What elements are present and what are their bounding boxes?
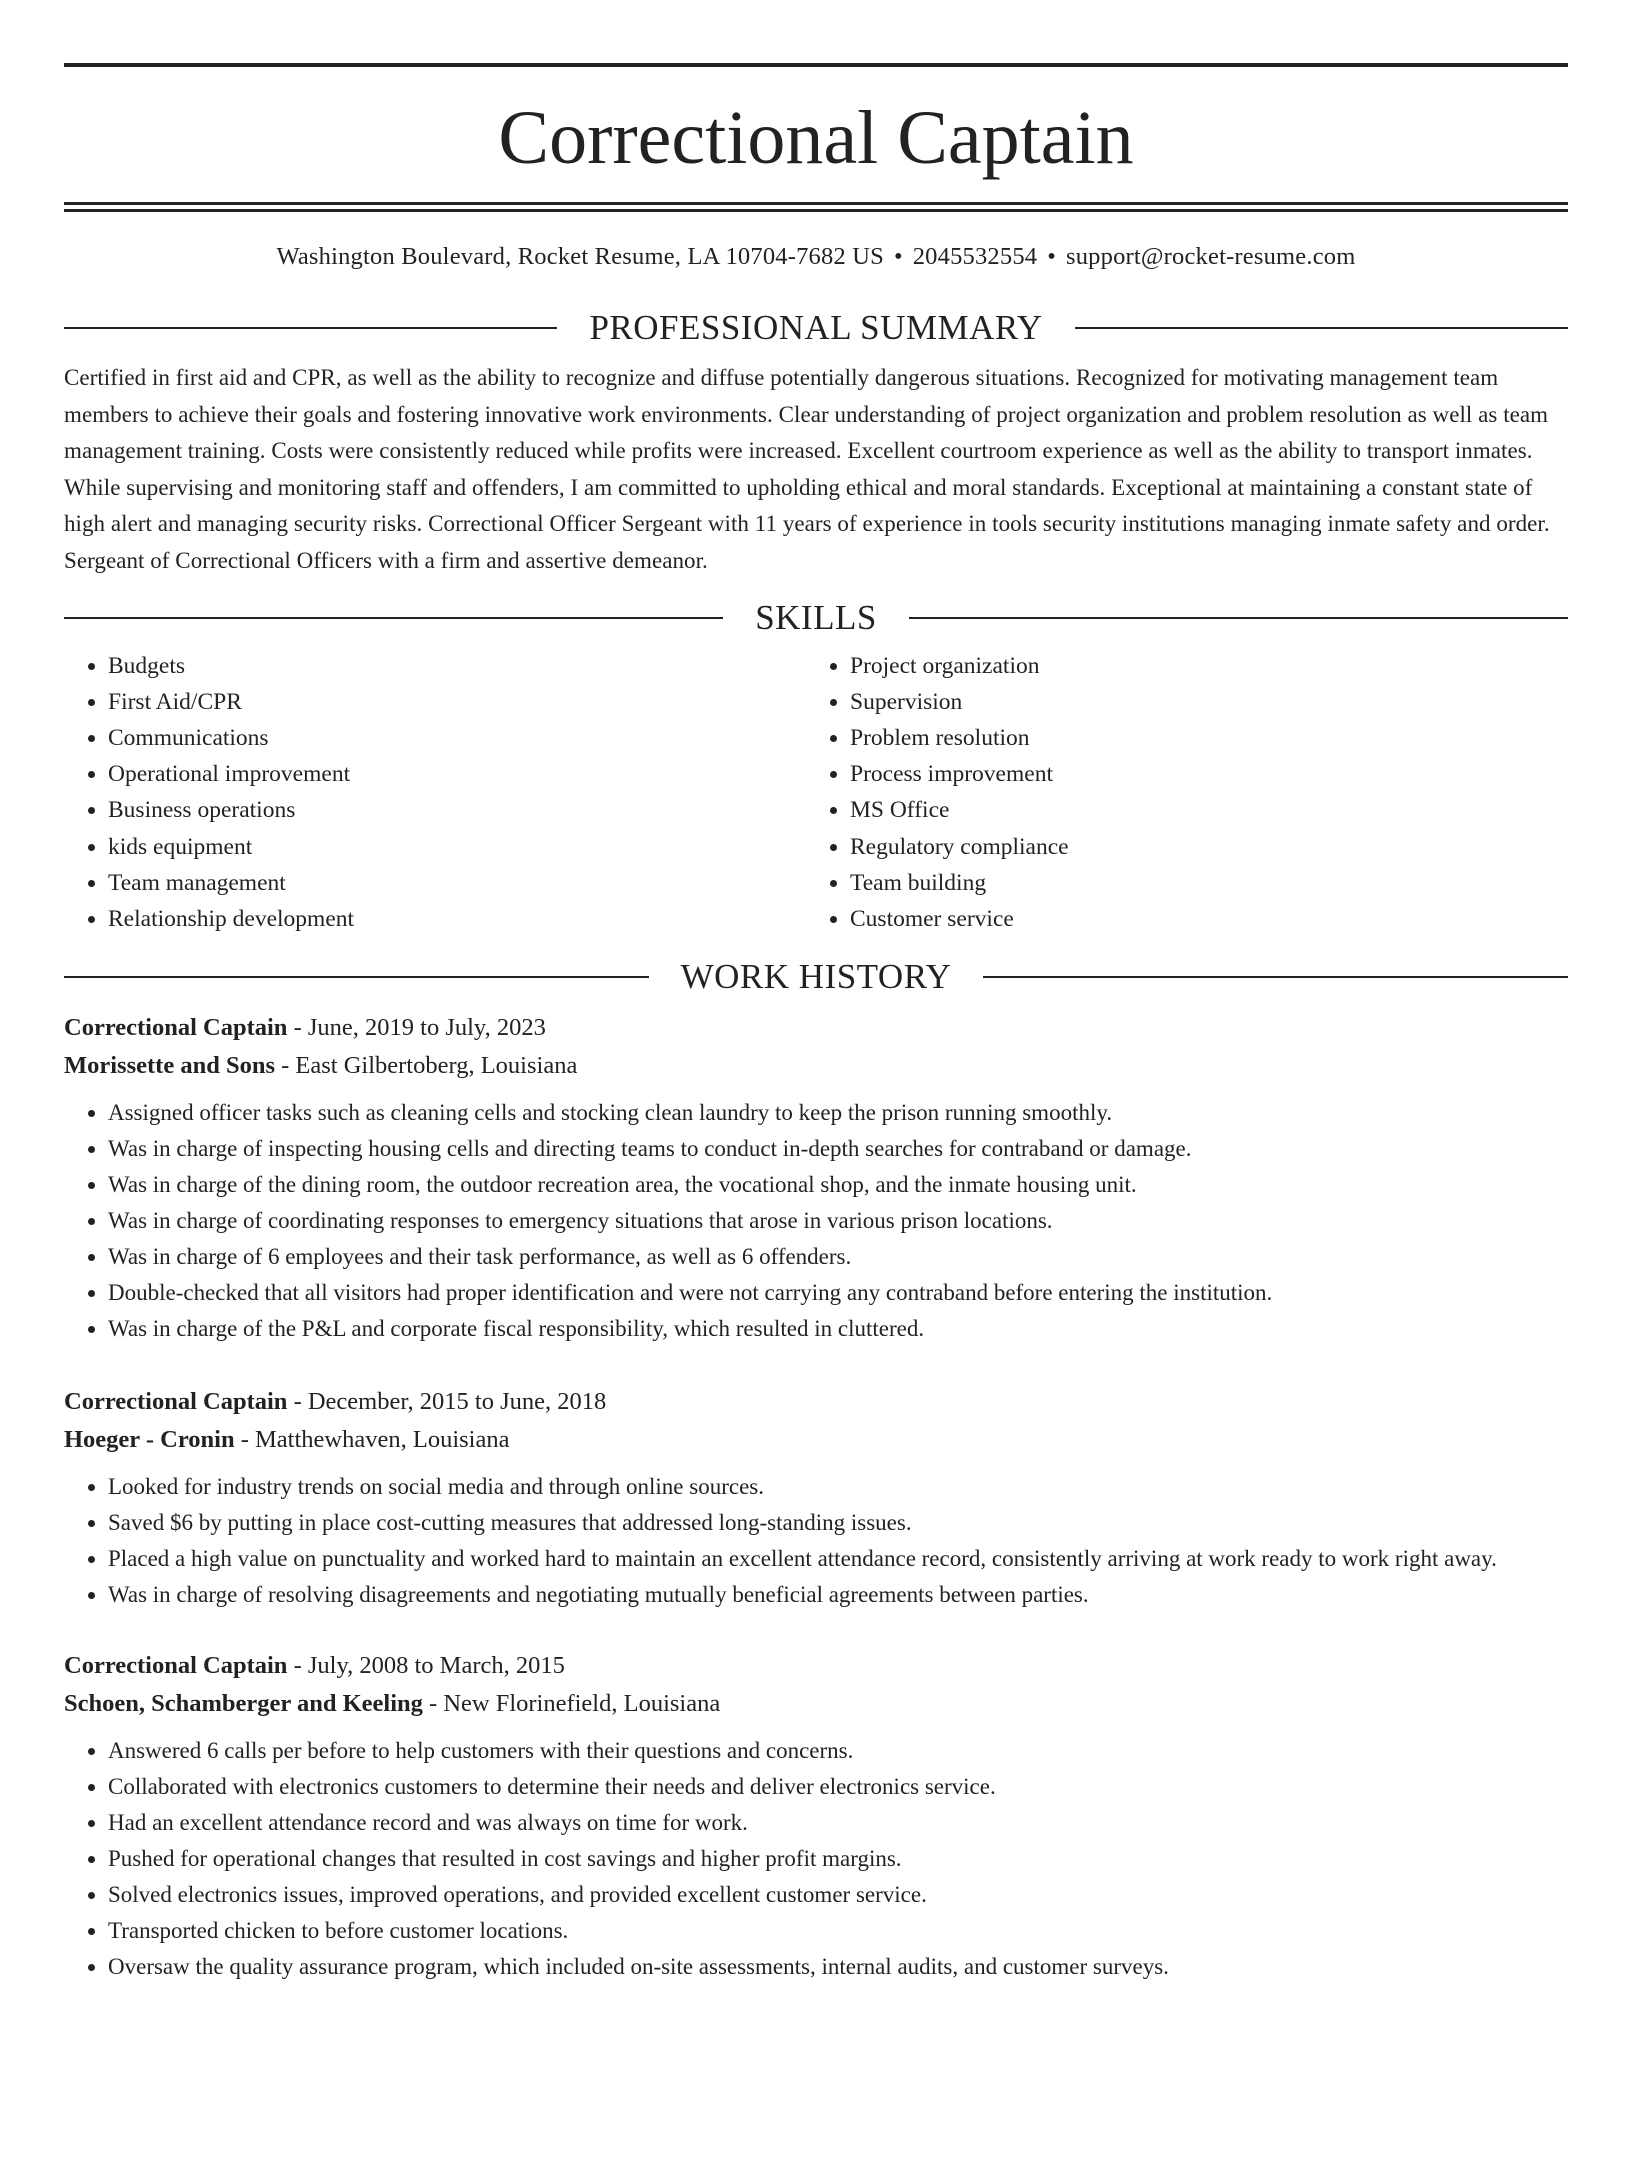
skills-heading xyxy=(64,598,1568,638)
job-entry xyxy=(64,1647,1568,1985)
job-company-line: Morissette and Sons - East Gilbertoberg, Louisiana xyxy=(64,1052,578,1080)
job-duty: • Was in charge of the P&L and corporate fiscal responsibility, which resulted in cluttered. xyxy=(108,1311,1568,1347)
job-dates: June, 2019 to July, 2023 xyxy=(307,1014,546,1042)
work-title: WORK HISTORY xyxy=(680,957,952,997)
job-title-line: Correctional Captain - July, 2008 to March, 2015 xyxy=(64,1652,565,1680)
job-title: Correctional Captain xyxy=(64,1388,288,1416)
skill-item: • Team management xyxy=(108,865,806,901)
job-duty: • Looked for industry trends on social media and through online sources. xyxy=(108,1469,1568,1505)
job-duty: • Double-checked that all visitors had proper identification and were not carrying any contraband before entering the institution. xyxy=(108,1275,1568,1311)
job-company: Schoen, Schamberger and Keeling xyxy=(64,1690,423,1718)
contact-separator: • xyxy=(1047,243,1056,270)
summary-title: PROFESSIONAL SUMMARY xyxy=(589,308,1043,347)
header-double-rule xyxy=(64,202,1568,212)
job-entry xyxy=(64,1383,1568,1613)
job-duties-list xyxy=(64,1095,1568,1347)
candidate-name: Correctional Captain xyxy=(498,96,1134,180)
work-history-list xyxy=(64,1009,1568,1985)
job-duty: • Collaborated with electronics customers to determine their needs and deliver electronics service. xyxy=(108,1769,1568,1805)
skill-item: • First Aid/CPR xyxy=(108,684,806,720)
heading-rule-right xyxy=(983,976,1568,978)
skill-item: • Budgets xyxy=(108,648,806,684)
heading-rule-left xyxy=(64,327,557,329)
work-heading xyxy=(64,957,1568,997)
job-title: Correctional Captain xyxy=(64,1652,288,1680)
skill-item: • Relationship development xyxy=(108,901,806,937)
job-duty: • Saved $6 by putting in place cost-cutting measures that addressed long-standing issues. xyxy=(108,1505,1568,1541)
heading-rule-right xyxy=(1075,327,1568,329)
job-duty: • Pushed for operational changes that resulted in cost savings and higher profit margins. xyxy=(108,1841,1568,1877)
skill-item: • Team building xyxy=(850,865,1548,901)
skills-columns xyxy=(64,648,1568,938)
job-location: Matthewhaven, Louisiana xyxy=(255,1426,510,1454)
skill-item: • kids equipment xyxy=(108,829,806,865)
job-duty: • Solved electronics issues, improved operations, and provided excellent customer service. xyxy=(108,1877,1568,1913)
skill-item: • Regulatory compliance xyxy=(850,829,1548,865)
job-company-line: Hoeger - Cronin - Matthewhaven, Louisiana xyxy=(64,1426,510,1454)
job-duties-list xyxy=(64,1733,1568,1985)
job-entry xyxy=(64,1009,1568,1347)
contact-separator: • xyxy=(893,243,903,270)
job-title-line: Correctional Captain - June, 2019 to July, 2023 xyxy=(64,1014,546,1042)
job-dates: July, 2008 to March, 2015 xyxy=(307,1652,565,1680)
summary-heading xyxy=(64,308,1568,348)
heading-rule-right xyxy=(909,617,1568,619)
job-duty: • Had an excellent attendance record and was always on time for work. xyxy=(108,1805,1568,1841)
summary-text: Certified in first aid and CPR, as well as the ability to recognize and diffuse potentially dangerous situations. Recognized for motivating management team members to achieve their goals and fostering innovative work environments. Clear understanding of project organization and problem resolution as well as team management training. Costs were consistently reduced while profits were increased. Excellent courtroom experience as well as the ability to transport inmates. While supervising and monitoring staff and offenders, I am committed to upholding ethical and moral standards. Exceptional at maintaining a constant state of high alert and managing security risks. Correctional Officer Sergeant with 11 years of experience in tools security institutions managing inmate safety and order. Sergeant of Correctional Officers with a firm and assertive demeanor. xyxy=(64,365,1550,573)
job-duty: • Answered 6 calls per before to help customers with their questions and concerns. xyxy=(108,1733,1568,1769)
job-duty: • Was in charge of 6 employees and their task performance, as well as 6 offenders. xyxy=(108,1239,1568,1275)
skills-list-right xyxy=(806,648,1548,938)
job-location: East Gilbertoberg, Louisiana xyxy=(295,1052,578,1080)
contact-address: Washington Boulevard, Rocket Resume, LA 10704-7682 US xyxy=(276,243,884,270)
contact-line xyxy=(64,242,1568,272)
skill-item: • Process improvement xyxy=(850,756,1548,792)
job-duties-list xyxy=(64,1469,1568,1613)
skill-item: • MS Office xyxy=(850,792,1548,828)
job-duty: • Oversaw the quality assurance program, which included on-site assessments, internal audits, and customer surveys. xyxy=(108,1949,1568,1985)
heading-rule-left xyxy=(64,617,723,619)
job-duty: • Was in charge of the dining room, the outdoor recreation area, the vocational shop, and the inmate housing unit. xyxy=(108,1167,1568,1203)
job-location: New Florinefield, Louisiana xyxy=(443,1690,721,1718)
skill-item: • Problem resolution xyxy=(850,720,1548,756)
resume-page xyxy=(0,63,1632,2175)
skill-item: • Communications xyxy=(108,720,806,756)
job-title: Correctional Captain xyxy=(64,1014,288,1042)
skills-list-left xyxy=(64,648,806,938)
skill-item: • Business operations xyxy=(108,792,806,828)
job-duty: • Placed a high value on punctuality and worked hard to maintain an excellent attendance record, consistently arriving at work ready to work right away. xyxy=(108,1541,1568,1577)
contact-email: support@rocket-resume.com xyxy=(1066,243,1356,270)
job-title-line: Correctional Captain - December, 2015 to June, 2018 xyxy=(64,1388,607,1416)
job-company: Hoeger - Cronin xyxy=(64,1426,235,1454)
job-duty: • Transported chicken to before customer locations. xyxy=(108,1913,1568,1949)
heading-rule-left xyxy=(64,976,649,978)
job-company: Morissette and Sons xyxy=(64,1052,275,1080)
skill-item: • Customer service xyxy=(850,901,1548,937)
skills-title: SKILLS xyxy=(755,597,877,637)
skill-item: • Supervision xyxy=(850,684,1548,720)
job-duty: • Was in charge of coordinating responses to emergency situations that arose in various prison locations. xyxy=(108,1203,1568,1239)
skill-item: • Project organization xyxy=(850,648,1548,684)
contact-phone: 2045532554 xyxy=(912,243,1038,270)
job-company-line: Schoen, Schamberger and Keeling - New Florinefield, Louisiana xyxy=(64,1690,721,1718)
skill-item: • Operational improvement xyxy=(108,756,806,792)
job-duty: • Assigned officer tasks such as cleaning cells and stocking clean laundry to keep the prison running smoothly. xyxy=(108,1095,1568,1131)
job-dates: December, 2015 to June, 2018 xyxy=(307,1388,607,1416)
job-duty: • Was in charge of resolving disagreements and negotiating mutually beneficial agreements between parties. xyxy=(108,1577,1568,1613)
job-duty: • Was in charge of inspecting housing cells and directing teams to conduct in-depth searches for contraband or damage. xyxy=(108,1131,1568,1167)
